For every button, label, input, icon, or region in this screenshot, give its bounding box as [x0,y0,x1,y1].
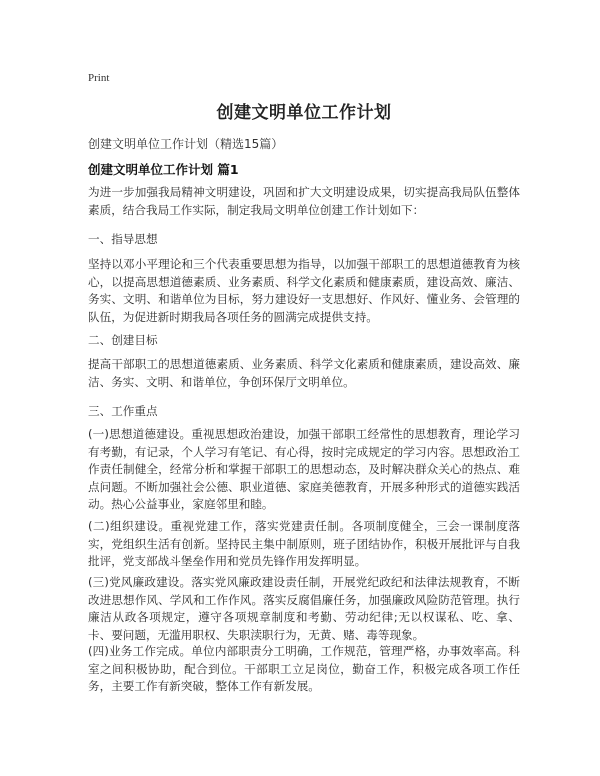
section-heading: 创建文明单位工作计划 篇1 [88,162,239,177]
key-work-item-2: (二)组织建设。重视党建工作，落实党建责任制。各项制度健全，三会一课制度落实，党组织生活有创新。坚持民主集中制原则，班子团结协作，积极开展批评与自我批评，党支部战斗堡垒作用和党员先锋作用发挥明显。 [88,519,520,568]
key-work-item-4: (四)业务工作完成。单位内部职责分工明确，工作规范，管理严格，办事效率高。科室之间积极协助，配合到位。干部职工立足岗位，勤奋工作，积极完成各项工作任务，主要工作有新突破，整体工作有新发展。 [88,644,520,693]
key-work-heading: 三、工作重点 [88,404,158,418]
key-work-item-1: (一)思想道德建设。重视思想政治建设，加强干部职工经常性的思想教育，理论学习有考勤，有记录，个人学习有笔记、有心得，按时完成规定的学习内容。思想政治工作责任制健全，经常分析和掌握干部职工的思想动态，及时解决群众关心的热点、难点问题。不断加强社会公德、职业道德、家庭美德教育，开展多种形式的道德实践活动。热心公益事业，家庭邻里和睦。 [88,427,520,511]
document-title: 创建文明单位工作计划 [216,103,392,123]
print-link[interactable]: Print [88,72,110,84]
intro-paragraph: 为进一步加强我局精神文明建设，巩固和扩大文明建设成果，切实提高我局队伍整体素质，结合我局工作实际，制定我局文明单位创建工作计划如下： [88,185,520,217]
goals-heading: 二、创建目标 [88,333,158,347]
guiding-ideology-paragraph: 坚持以邓小平理论和三个代表重要思想为指导，以加强干部职工的思想道德教育为核心，以提高思想道德素质、业务素质、科学文化素质和健康素质，建设高效、廉洁、务实、文明、和谐单位为目标，努力建设好一支思想好、作风好、懂业务、会管理的队伍，为促进新时期我局各项任务的圆满完成提供支持。 [88,257,520,324]
goals-paragraph: 提高干部职工的思想道德素质、业务素质、科学文化素质和健康素质，建设高效、廉洁、务实、文明、和谐单位，争创环保厅文明单位。 [88,357,520,389]
guiding-ideology-heading: 一、指导思想 [88,232,158,246]
key-work-item-3: (三)党风廉政建设。落实党风廉政建设责任制，开展党纪政纪和法律法规教育，不断改进思想作风、学风和工作作风。落实反腐倡廉任务，加强廉政风险防范管理。执行廉洁从政各项规定，遵守各项规章制度和考勤、劳动纪律;无以权谋私、吃、拿、卡、要问题，无滥用职权、失职渎职行为，无黄、赌、毒等现象。 [88,575,520,642]
document-subtitle: 创建文明单位工作计划（精选15篇） [88,137,284,151]
